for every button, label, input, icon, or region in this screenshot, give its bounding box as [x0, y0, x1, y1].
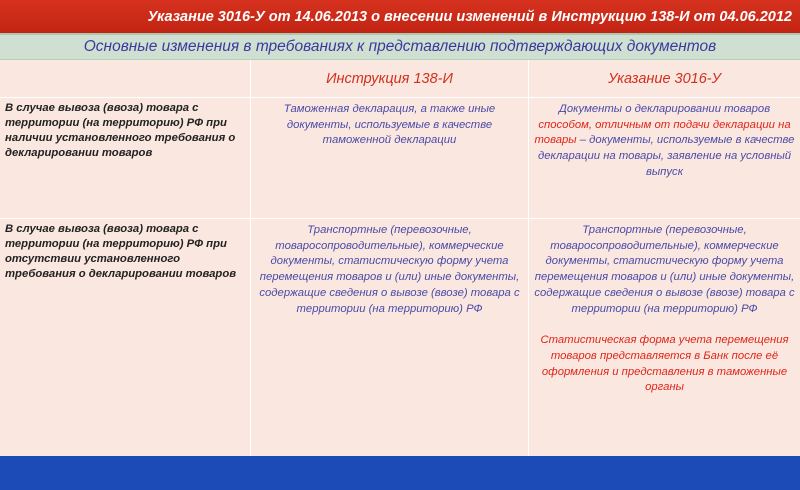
directive-text: Документы о декларировании товаров	[558, 103, 771, 115]
case-cell: В случае вывоза (ввоза) товара с территории (на территорию) РФ при отсутствии установленного требования о декларировании товаров	[5, 223, 237, 280]
comparison-table	[0, 60, 800, 456]
table-row	[0, 98, 800, 219]
subtitle-bar	[0, 33, 800, 60]
footer-bar	[0, 456, 800, 490]
directive-cell	[528, 219, 800, 456]
page-title: Указание 3016-У от 14.06.2013 о внесении изменений в Инструкцию 138-И от 04.06.2012	[147, 8, 792, 25]
directive-cell	[528, 98, 800, 218]
header-empty-cell	[0, 60, 250, 97]
column-header-instruction: Инструкция 138-И	[250, 60, 528, 97]
table-row	[0, 219, 800, 456]
column-header-directive: Указание 3016-У	[528, 60, 800, 97]
case-cell: В случае вывоза (ввоза) товара с территории (на территорию) РФ при наличии установленного требования о декларировании товаров	[5, 102, 236, 159]
title-bar	[0, 0, 800, 33]
instruction-cell: Таможенная декларация, а также иные документы, используемые в качестве таможенной декларации	[250, 98, 528, 218]
directive-text: Транспортные (перевозочные, товаросопроводительные), коммерческие документы, статистическую форму учета перемещения товаров и (или) иные документы, содержащие сведения о вывозе (ввозе) товара с территории (на территорию) РФ	[534, 224, 795, 315]
directive-note: Статистическая форма учета перемещения товаров представляется в Банк после её оформления и представления в таможенные органы	[540, 334, 789, 394]
directive-text-tail: – документы, используемые в качестве декларации на товары, заявление на условный выпуск	[537, 134, 795, 178]
table-header-row	[0, 60, 800, 98]
directive-highlight: способом, отличным от подачи декларации на товары	[534, 118, 791, 147]
page-subtitle: Основные изменения в требованиях к представлению подтверждающих документов	[83, 38, 717, 55]
instruction-cell: Транспортные (перевозочные, товаросопроводительные), коммерческие документы, статистическую форму учета перемещения товаров и (или) иные документы, содержащие сведения о вывозе (ввозе) товара с территории (на территорию) РФ	[250, 219, 528, 456]
